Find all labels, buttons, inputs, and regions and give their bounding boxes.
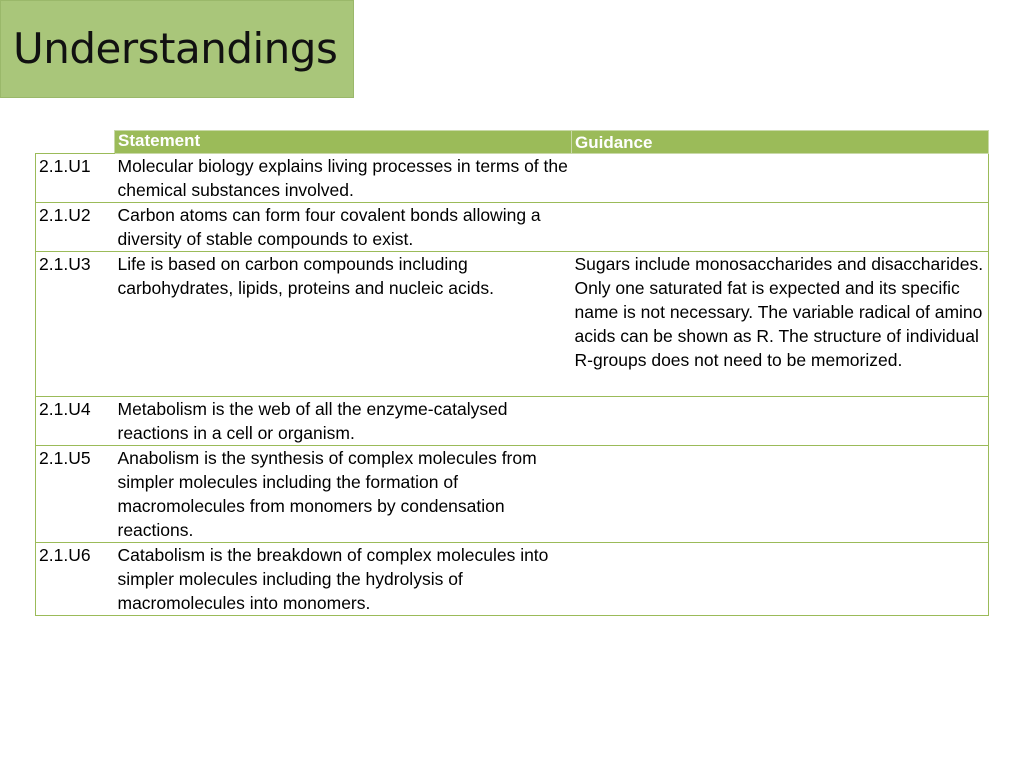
row-statement: Carbon atoms can form four covalent bonds allowing a diversity of stable compounds to exist.: [115, 203, 572, 252]
row-code: 2.1.U2: [36, 203, 115, 252]
table-row: [36, 252, 989, 397]
table-row: [36, 397, 989, 446]
row-code: 2.1.U3: [36, 252, 115, 397]
table-row: [36, 154, 989, 203]
row-statement: Metabolism is the web of all the enzyme-catalysed reactions in a cell or organism.: [115, 397, 572, 446]
row-guidance: [572, 446, 989, 543]
row-guidance: [572, 397, 989, 446]
row-code: 2.1.U6: [36, 543, 115, 616]
row-code: 2.1.U4: [36, 397, 115, 446]
header-statement: Statement: [115, 131, 572, 154]
header-blank-cell: [36, 131, 115, 154]
table-row: [36, 543, 989, 616]
title-banner: [0, 0, 354, 98]
understandings-table: [35, 130, 989, 616]
row-code: 2.1.U1: [36, 154, 115, 203]
row-guidance: [572, 203, 989, 252]
row-statement: Anabolism is the synthesis of complex molecules from simpler molecules including the formation of macromolecules from monomers by condensation reactions.: [115, 446, 572, 543]
row-guidance: [572, 154, 989, 203]
row-statement: Catabolism is the breakdown of complex molecules into simpler molecules including the hydrolysis of macromolecules into monomers.: [115, 543, 572, 616]
slide-title: Understandings: [13, 24, 338, 73]
row-statement: Molecular biology explains living processes in terms of the chemical substances involved.: [115, 154, 572, 203]
header-guidance: Guidance: [572, 131, 989, 154]
table-row: [36, 203, 989, 252]
table-header-row: [36, 131, 989, 154]
row-guidance: [572, 543, 989, 616]
row-code: 2.1.U5: [36, 446, 115, 543]
row-guidance: Sugars include monosaccharides and disaccharides. Only one saturated fat is expected and its specific name is not necessary. The variable radical of amino acids can be shown as R. The structure of individual R-groups does not need to be memorized.: [572, 252, 989, 397]
row-statement: Life is based on carbon compounds including carbohydrates, lipids, proteins and nucleic acids.: [115, 252, 572, 397]
table-row: [36, 446, 989, 543]
